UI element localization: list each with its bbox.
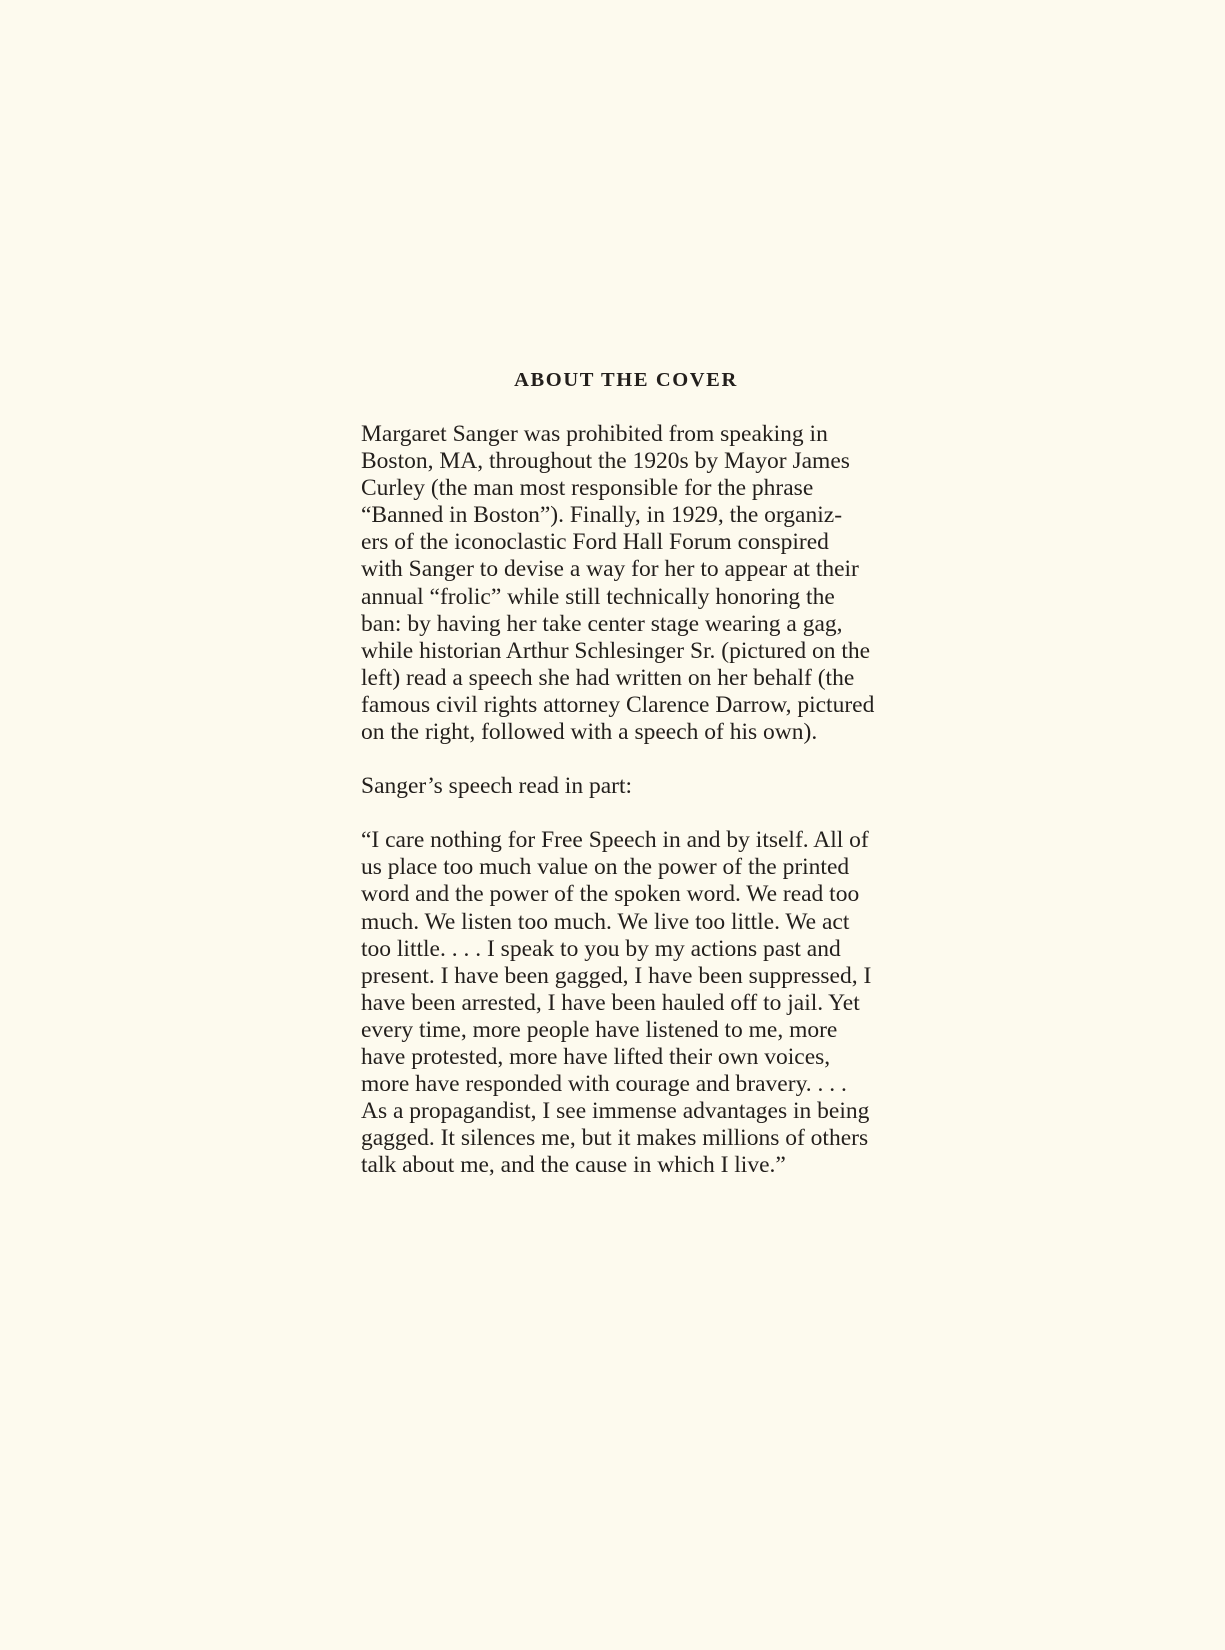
text-line: famous civil rights attorney Clarence Darrow, pictured [361,691,875,718]
text-line: present. I have been gagged, I have been suppressed, I [361,962,872,989]
text-line: “Banned in Boston”). Finally, in 1929, the organiz- [361,502,843,529]
about-the-cover-section [361,365,875,1206]
section-heading: ABOUT THE COVER [514,369,738,391]
text-line: Boston, MA, throughout the 1920s by Mayor James [361,448,850,475]
text-line: much. We listen too much. We live too little. We act [361,908,850,935]
text-line: “I care nothing for Free Speech in and by itself. All of [361,827,869,854]
text-line: Curley (the man most responsible for the phrase [361,475,814,502]
text-line: on the right, followed with a speech of his own). [361,719,818,746]
text-line: As a propagandist, I see immense advantages in being [361,1098,870,1125]
text-line: talk about me, and the cause in which I live.” [361,1152,786,1179]
speech-intro-paragraph [361,773,861,800]
text-line: annual “frolic” while still technically honoring the [361,583,835,610]
text-line: Sanger’s speech read in part: [361,773,633,800]
intro-paragraph [361,421,875,746]
text-line: gagged. It silences me, but it makes millions of others [361,1125,869,1152]
text-line: more have responded with courage and bravery. . . . [361,1071,847,1098]
text-line: have been arrested, I have been hauled off to jail. Yet [361,989,860,1016]
text-line: word and the power of the spoken word. We read too [361,881,860,908]
text-line: while historian Arthur Schlesinger Sr. (pictured on the [361,637,871,664]
text-line: left) read a speech she had written on her behalf (the [361,664,855,691]
text-line: Margaret Sanger was prohibited from speaking in [361,421,828,447]
text-line: ers of the iconoclastic Ford Hall Forum conspired [361,529,829,556]
text-line: with Sanger to devise a way for her to appear at their [361,556,859,583]
speech-quote-paragraph [361,827,872,1179]
text-line: us place too much value on the power of the printed [361,854,850,881]
text-line: too little. . . . I speak to you by my actions past and [361,935,841,962]
text-line: every time, more people have listened to me, more [361,1016,838,1043]
text-line: ban: by having her take center stage wearing a gag, [361,610,843,637]
text-line: have protested, more have lifted their own voices, [361,1043,831,1070]
